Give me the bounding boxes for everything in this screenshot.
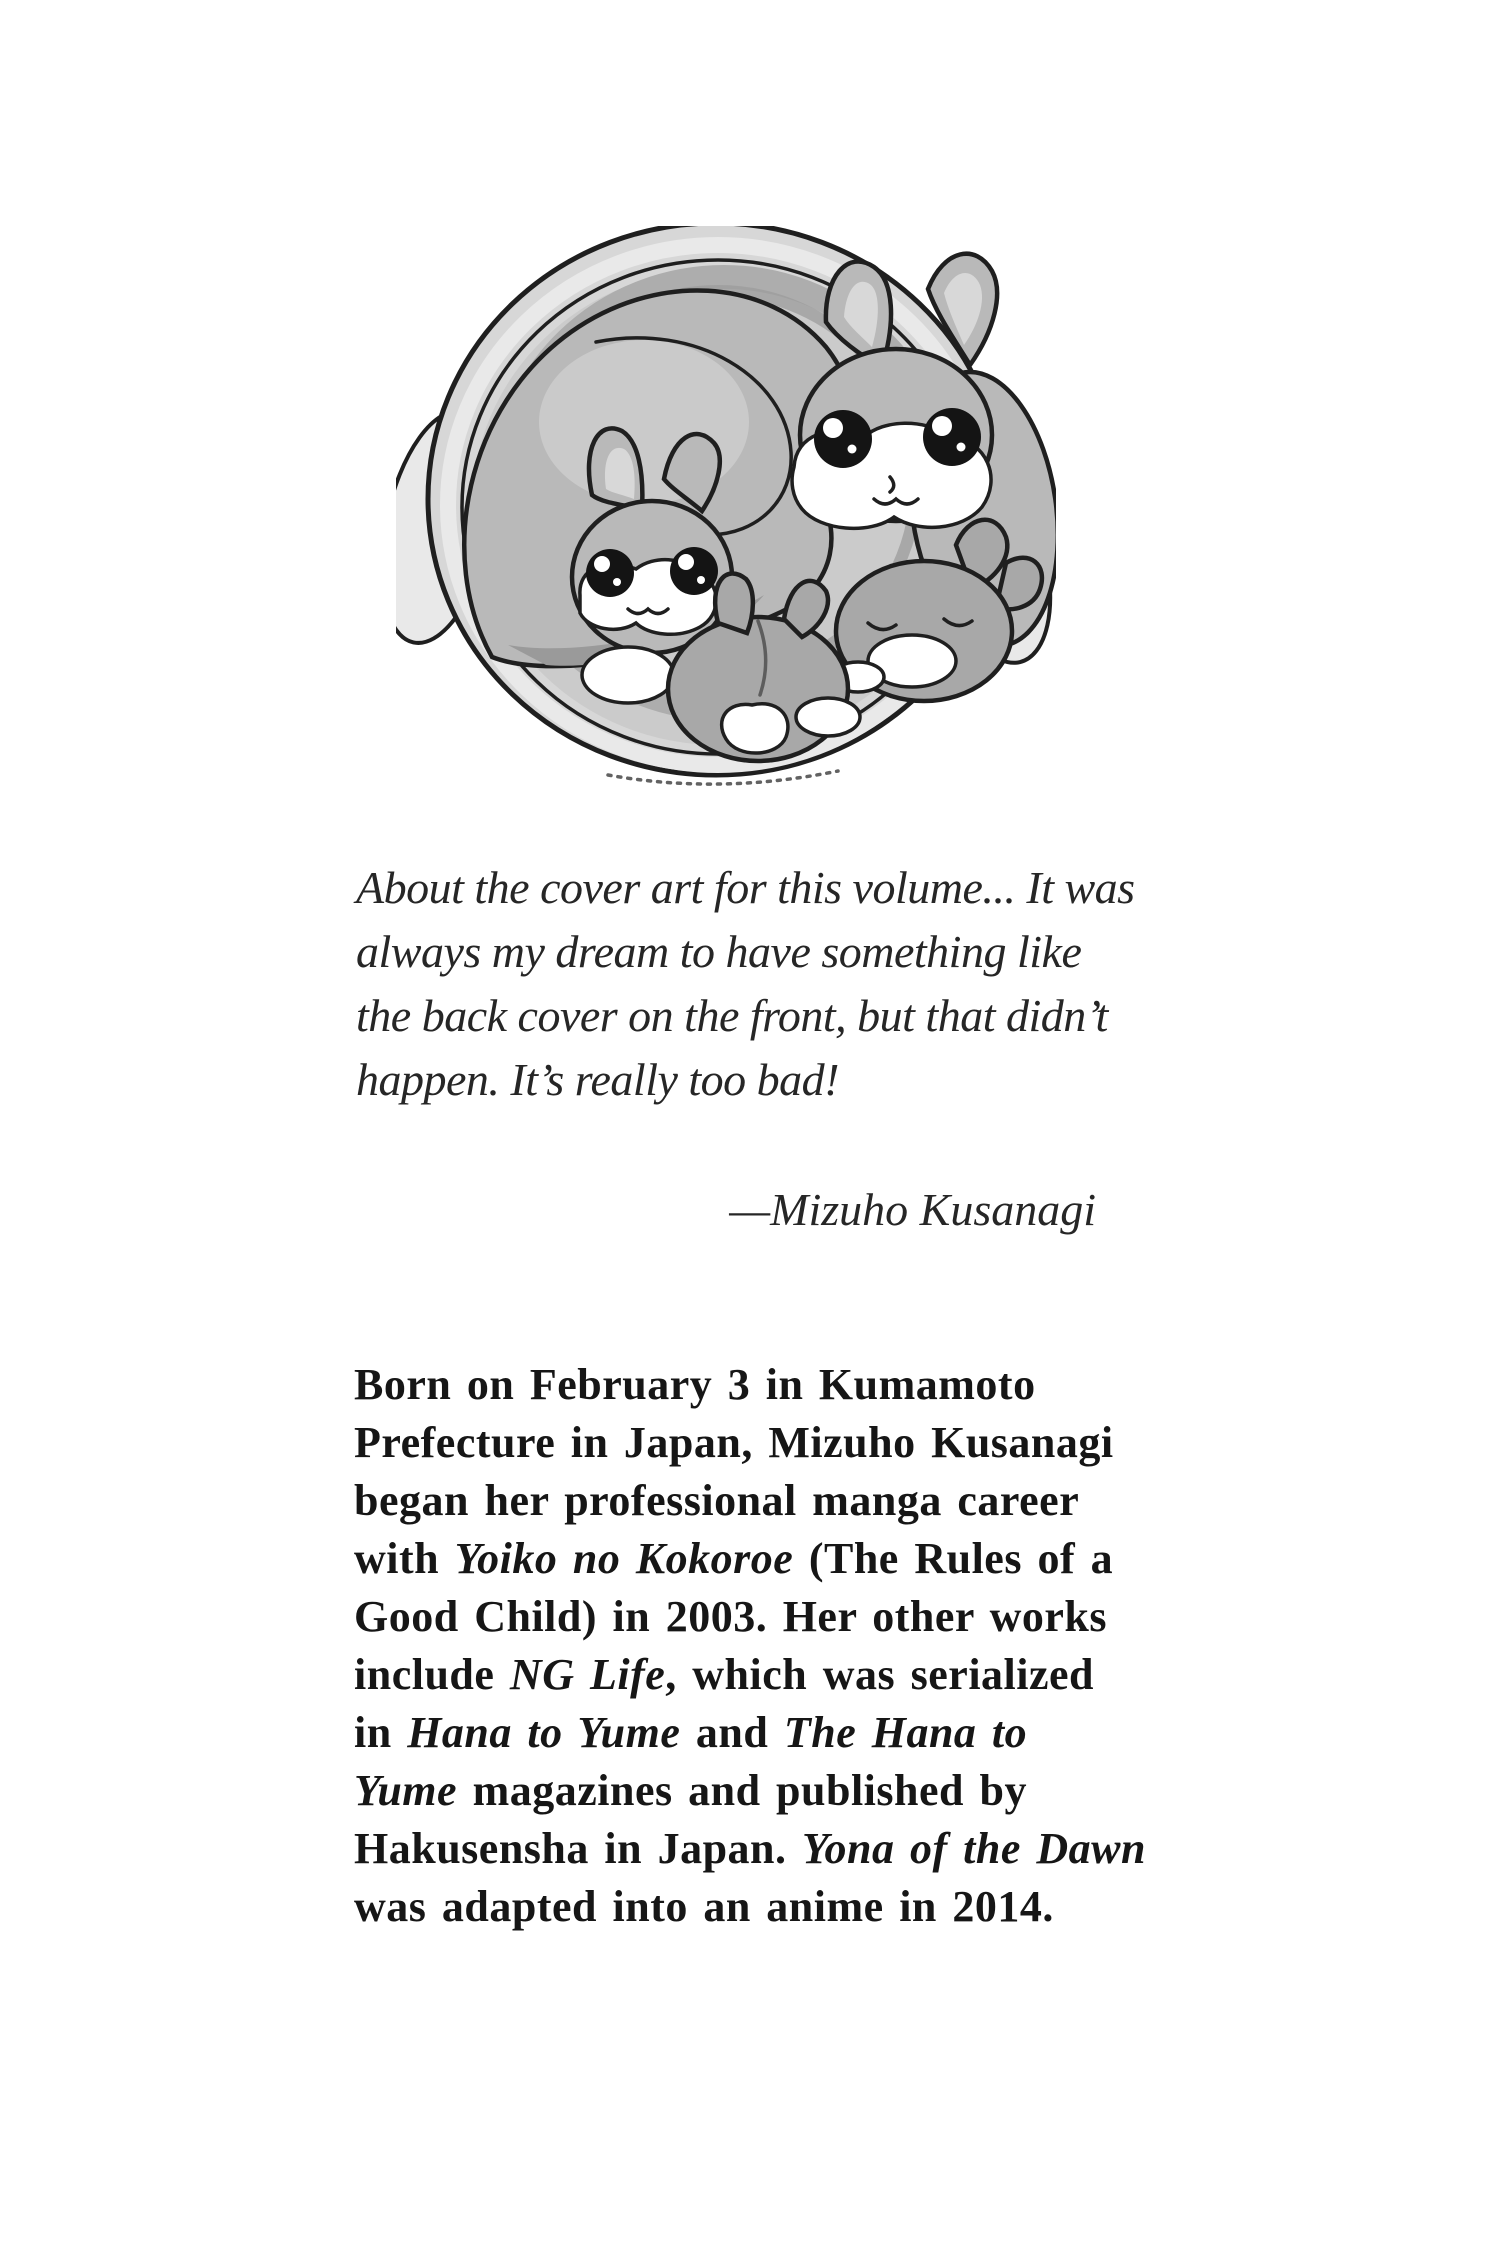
author-note-lines	[356, 856, 1135, 1112]
bio-text: , which was serialized	[665, 1650, 1095, 1699]
bio-line	[354, 1472, 1164, 1530]
bio-title-italic: Yume	[354, 1766, 458, 1815]
bunny-left-eye-left	[586, 549, 634, 597]
bio-text: began her professional manga career	[354, 1476, 1080, 1525]
bunny-right-eye-right	[923, 408, 981, 466]
bio-text: Good Child) in 2003. Her other works	[354, 1592, 1107, 1641]
bio-title-italic: Yona of the Dawn	[802, 1824, 1146, 1873]
bio-line	[354, 1588, 1164, 1646]
bio-line	[354, 1530, 1164, 1588]
bio-text: Prefecture in Japan, Mizuho Kusanagi	[354, 1418, 1114, 1467]
quote-line: About the cover art for this volume... It was	[356, 862, 1135, 913]
bio-line	[354, 1878, 1164, 1936]
bio-title-italic: Hana to Yume	[407, 1708, 681, 1757]
bio-text: magazines and published by	[457, 1766, 1027, 1815]
quote-line: happen. It’s really too bad!	[356, 1054, 839, 1105]
bio-text: with	[354, 1534, 455, 1583]
bio-text: include	[354, 1650, 510, 1699]
bio-line	[354, 1820, 1164, 1878]
bio-title-italic: Yoiko no Kokoroe	[454, 1534, 794, 1583]
bio-line	[354, 1762, 1164, 1820]
bio-line	[354, 1704, 1164, 1762]
bio-line	[354, 1646, 1164, 1704]
bunnies-illustration	[396, 226, 1056, 788]
bio-text: in	[354, 1708, 408, 1757]
bio-text: was adapted into an anime in 2014.	[354, 1882, 1054, 1931]
cotton-tail	[722, 704, 788, 753]
author-attribution: —Mizuho Kusanagi	[729, 1184, 1096, 1235]
bio-text: (The Rules of a	[793, 1534, 1114, 1583]
bio-line	[354, 1356, 1164, 1414]
bio-title-italic: NG Life	[509, 1650, 666, 1699]
bio-text: Hakusensha in Japan.	[354, 1824, 803, 1873]
author-note	[356, 856, 1135, 1242]
bunny-left-eye-right	[670, 547, 718, 595]
bio-text: Born on February 3 in Kumamoto	[354, 1360, 1036, 1409]
bio-title-italic: The Hana to	[783, 1708, 1028, 1757]
bunny-right-eye-left	[814, 410, 872, 468]
bio-text: and	[680, 1708, 784, 1757]
author-bio	[354, 1356, 1164, 1936]
bio-line	[354, 1414, 1164, 1472]
quote-line: the back cover on the front, but that didn’t	[356, 990, 1108, 1041]
quote-line: always my dream to have something like	[356, 926, 1082, 977]
